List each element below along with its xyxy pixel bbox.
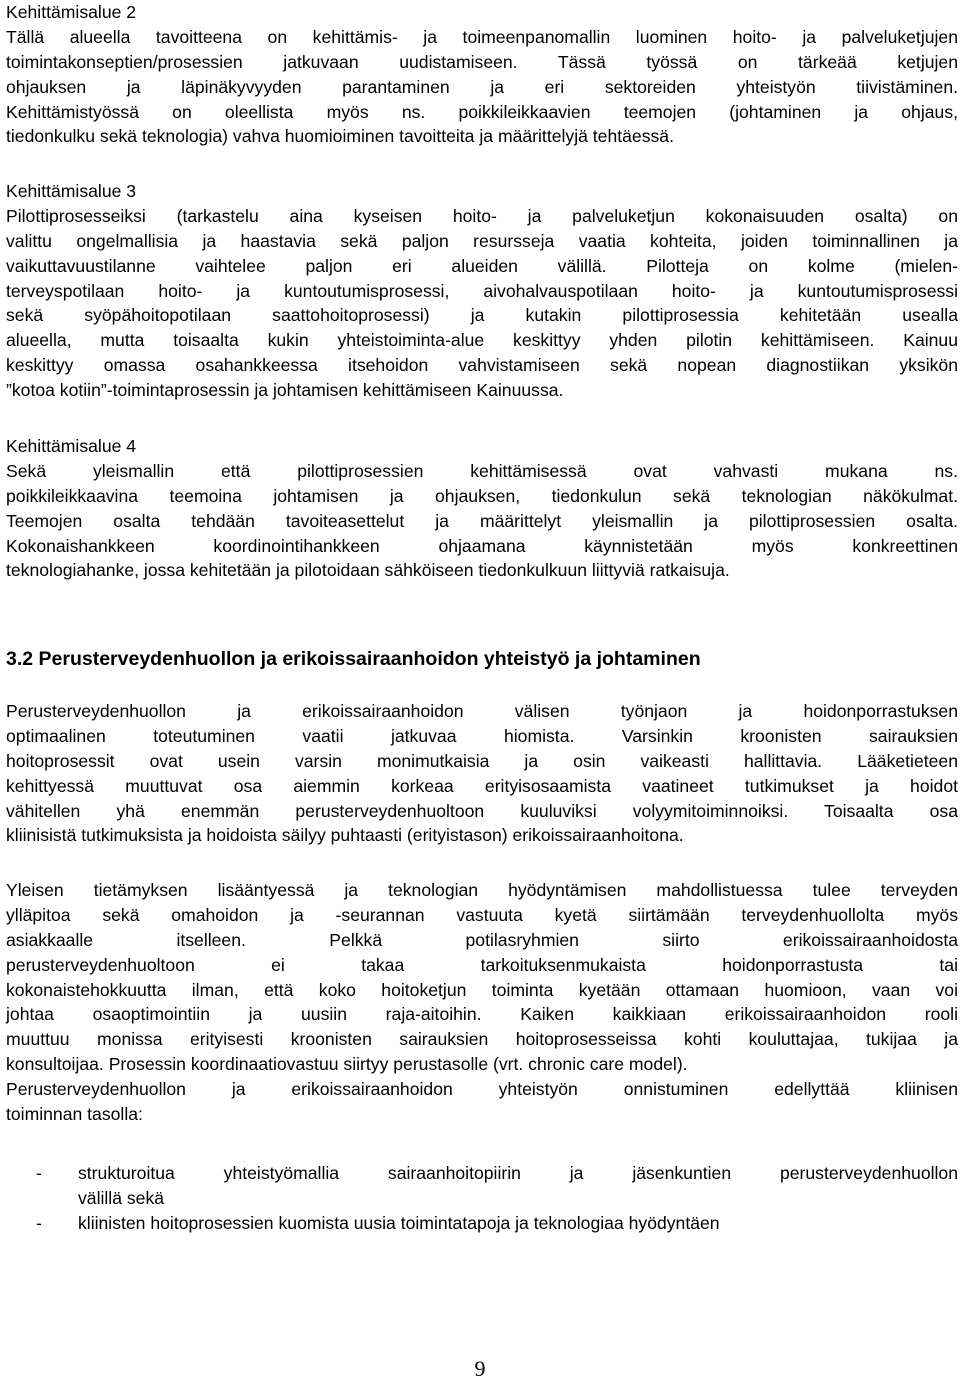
text-line: perusterveydenhuoltoon ei takaa tarkoituksenmukaista hoidonporrastusta tai [6,954,958,975]
list-item [6,1161,958,1211]
page-number: 9 [474,1356,486,1381]
text-line: Tällä alueella tavoitteena on kehittämis- ja toimeenpanomallin luominen hoito- ja palveluketjujen [6,26,958,47]
text-line: Kehittämistyössä on oleellista myös ns. poikkileikkaavien teemojen (johtaminen ja ohjaus, [6,101,958,122]
section-kehittamisalue-2 [6,0,958,149]
section-title: Kehittämisalue 4 [6,436,137,456]
text-line: hoitoprosessit ovat usein varsin monimutkaisia ja osin vaikeasti hallittavia. Lääketieteen [6,750,958,771]
text-line: terveyspotilaan hoito- ja kuntoutumisprosessi, aivohalvauspotilaan hoito- ja kuntoutumisprosessi [6,280,958,301]
text-line: Teemojen osalta tehdään tavoiteasettelut ja määrittelyt yleismallin ja pilottiprosessien osalta. [6,510,958,531]
text-line: johtaa osaoptimointiin ja uusiin raja-aitoihin. Kaiken kaikkiaan erikoissairaanhoidon rooli [6,1004,958,1025]
section-title: Kehittämisalue 2 [6,2,137,22]
text-line: ”kotoa kotiin”-toimintaprosessin ja johtamisen kehittämiseen Kainuussa. [6,380,564,401]
text-line: poikkileikkaavina teemoina johtamisen ja ohjauksen, tiedonkulun sekä teknologian näkökulmat. [6,485,958,506]
text-line: optimaalinen toteutuminen vaatii jatkuvaa hiomista. Varsinkin kroonisten sairauksien [6,725,958,746]
text-line: Perusterveydenhuollon ja erikoissairaanhoidon välisen työnjaon ja hoidonporrastuksen [6,701,958,721]
text-line: kliinisistä tutkimuksista ja hoidoista säilyy puhtaasti (erityistason) erikoissairaanhoitona. [6,825,684,846]
section-kehittamisalue-4 [6,434,958,583]
section-heading-3-2: 3.2 Perusterveydenhuollon ja erikoissairaanhoidon yhteistyö ja johtaminen [6,648,701,670]
text-line: valittu ongelmallisia ja haastavia sekä paljon resursseja vaatia kohteita, joiden toiminnallinen ja [6,230,958,251]
bullet-list [6,1161,958,1236]
text-line: muuttuu monissa erityisesti kroonisten sairauksien hoitoprosesseissa kohti kouluttajaa, tukijaa ja [6,1029,958,1050]
text-line: Yleisen tietämyksen lisääntyessä ja teknologian hyödyntämisen mahdollistuessa tulee terveyden [6,880,958,900]
text-line: tiedonkulku sekä teknologia) vahva huomioiminen tavoitteita ja määrittelyjä tehtäessä. [6,126,674,147]
text-line: kokonaistehokkuutta ilman, että koko hoitoketjun toiminta kyetään ottamaan huomioon, vaan voi [6,979,958,1000]
text-line: välillä sekä [78,1187,165,1208]
section-title: Kehittämisalue 3 [6,181,137,201]
text-line: Kokonaishankkeen koordinointihankkeen ohjaamana käynnistetään myös konkreettinen [6,535,958,556]
text-line: Pilottiprosesseiksi (tarkastelu aina kyseisen hoito- ja palveluketjun kokonaisuuden osalta) on [6,205,958,226]
text-line: toimintakonseptien/prosessien jatkuvaan uudistamiseen. Tässä työssä on tärkeää ketjujen [6,51,958,72]
text-line: kehittyessä muuttuvat osa aiemmin korkeaa erityisosaamista vaatineet tutkimukset ja hoidot [6,775,958,796]
text-line: alueella, mutta toisaalta kukin yhteistoiminta-alue keskittyy yhden pilotin kehittämiseen. Kainuu [6,330,958,351]
list-item [6,1211,958,1236]
text-line: asiakkaalle itselleen. Pelkkä potilasryhmien siirto erikoissairaanhoidosta [6,929,958,950]
text-line: ylläpitoa sekä omahoidon ja -seurannan vastuuta kyetä siirtämään terveydenhuollolta myös [6,904,958,925]
paragraph-1 [6,699,958,848]
text-line: strukturoitua yhteistyömallia sairaanhoitopiirin ja jäsenkuntien perusterveydenhuollon [78,1163,958,1183]
text-line: Sekä yleismallin että pilottiprosessien kehittämisessä ovat vahvasti mukana ns. [6,460,958,481]
paragraph-2 [6,878,958,1127]
text-line: kliinisten hoitoprosessien kuomista uusia toimintatapoja ja teknologiaa hyödyntäen [78,1212,720,1233]
bullet-dash: - [36,1163,42,1183]
text-line: ohjauksen ja läpinäkyvyyden parantaminen ja eri sektoreiden yhteistyön tiivistäminen. [6,76,958,97]
text-line: Perusterveydenhuollon ja erikoissairaanhoidon yhteistyön onnistuminen edellyttää kliinisen [6,1079,958,1100]
text-line: toiminnan tasolla: [6,1104,143,1125]
text-line: keskittyy omassa osahankkeessa itsehoidon vahvistamiseen sekä nopean diagnostiikan yksikön [6,355,958,376]
text-line: konsultoijaa. Prosessin koordinaatiovastuu siirtyy perustasolle (vrt. chronic care model). [6,1054,688,1075]
bullet-dash: - [36,1212,42,1233]
text-line: vaikuttavuustilanne vaihtelee paljon eri alueiden välillä. Pilotteja on kolme (mielen- [6,255,958,276]
section-kehittamisalue-3 [6,179,958,403]
text-line: vähitellen yhä enemmän perusterveydenhuoltoon kuuluviksi volyymitoiminnoiksi. Toisaalta osa [6,800,958,821]
text-line: sekä syöpähoitopotilaan saattohoitoprosessi) ja kutakin pilottiprosessia kehitetään usealla [6,305,958,326]
text-line: teknologiahanke, jossa kehitetään ja pilotoidaan sähköiseen tiedonkulkuun liittyviä ratkaisuja. [6,560,730,581]
